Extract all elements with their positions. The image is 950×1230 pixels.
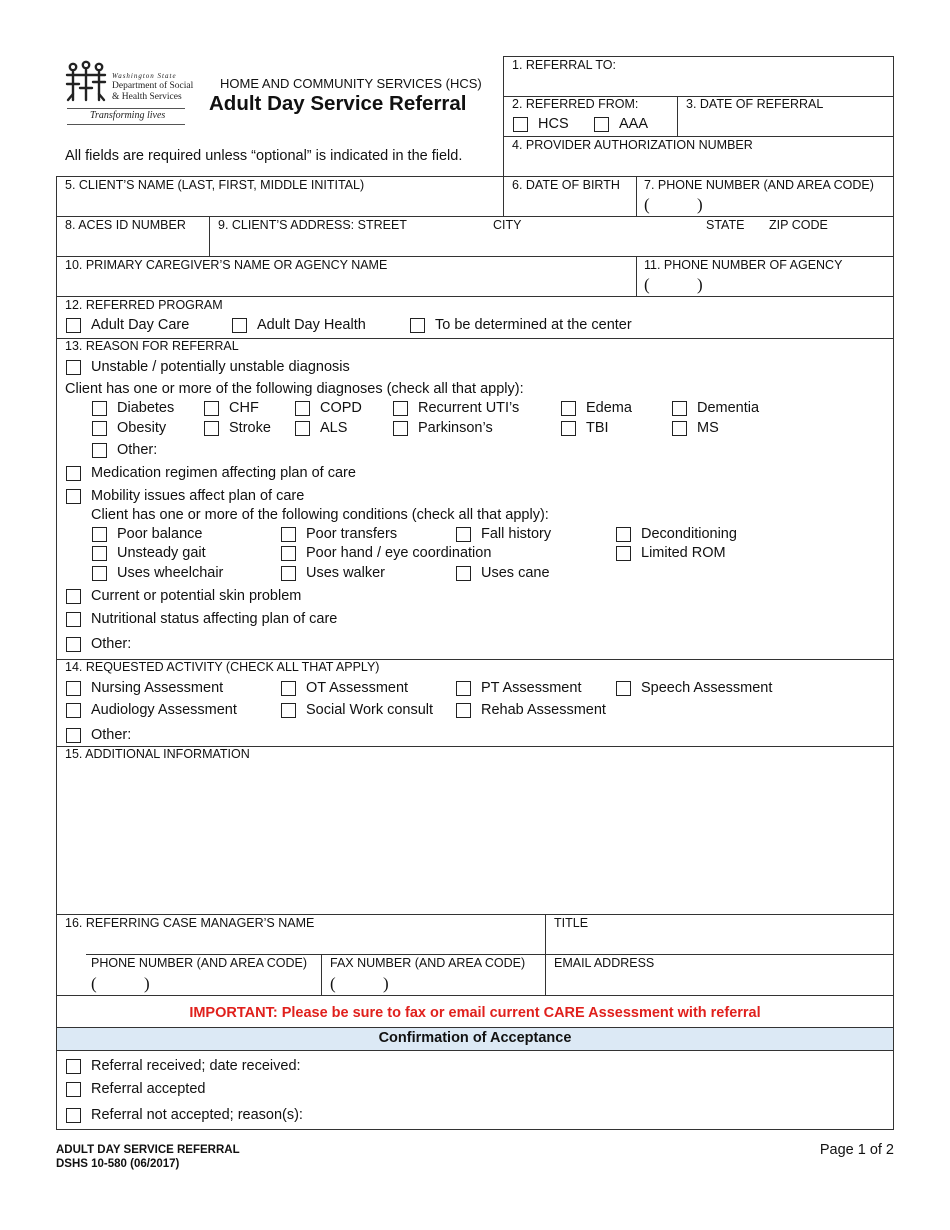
provider-auth-label: 4. PROVIDER AUTHORIZATION NUMBER bbox=[512, 138, 753, 152]
stroke-label: Stroke bbox=[229, 420, 271, 436]
to-be-determined-checkbox[interactable] bbox=[410, 318, 425, 333]
agency-phone-close-paren: ) bbox=[697, 275, 703, 294]
poor-transfers-label: Poor transfers bbox=[306, 526, 398, 542]
obesity-checkbox[interactable] bbox=[92, 421, 107, 436]
parkinsons-label: Parkinson’s bbox=[418, 420, 493, 436]
logo-dept-line1: Department of Social bbox=[112, 81, 194, 91]
referral-not-accepted-label: Referral not accepted; reason(s): bbox=[91, 1107, 303, 1123]
date-of-birth-label: 6. DATE OF BIRTH bbox=[512, 178, 620, 192]
uses-walker-label: Uses walker bbox=[306, 565, 385, 581]
additional-info-label: 15. ADDITIONAL INFORMATION bbox=[65, 747, 250, 761]
dementia-checkbox[interactable] bbox=[672, 401, 687, 416]
requested-activity-label: 14. REQUESTED ACTIVITY (CHECK ALL THAT APPLY) bbox=[65, 660, 380, 674]
instructions: All fields are required unless “optional” is indicated in the field. bbox=[65, 148, 463, 164]
tbi-checkbox[interactable] bbox=[561, 421, 576, 436]
logo-state: Washington State bbox=[112, 72, 177, 80]
additional-info-field[interactable] bbox=[58, 763, 892, 913]
important-notice: IMPORTANT: Please be sure to fax or email current CARE Assessment with referral bbox=[189, 1005, 761, 1021]
case-manager-phone-label: PHONE NUMBER (AND AREA CODE) bbox=[91, 956, 308, 970]
city-label: CITY bbox=[493, 218, 522, 232]
agency-phone-field[interactable] bbox=[638, 273, 892, 295]
date-of-referral-label: 3. DATE OF REFERRAL bbox=[686, 97, 824, 111]
unstable-diagnosis-label: Unstable / potentially unstable diagnosis bbox=[91, 359, 350, 375]
nutritional-status-label: Nutritional status affecting plan of care bbox=[91, 611, 338, 627]
activity-other-label: Other: bbox=[91, 727, 132, 743]
aaa-label: AAA bbox=[619, 116, 649, 132]
agency-phone-label: 11. PHONE NUMBER OF AGENCY bbox=[644, 258, 843, 272]
hcs-label: HCS bbox=[538, 116, 569, 132]
als-checkbox[interactable] bbox=[295, 421, 310, 436]
referral-to-label: 1. REFERRAL TO: bbox=[512, 58, 616, 72]
case-manager-name-field[interactable] bbox=[58, 931, 544, 953]
zip-code-label: ZIP CODE bbox=[769, 218, 828, 232]
adult-day-health-checkbox[interactable] bbox=[232, 318, 247, 333]
nursing-assessment-checkbox[interactable] bbox=[66, 681, 81, 696]
adult-day-care-label: Adult Day Care bbox=[91, 317, 190, 333]
copd-checkbox[interactable] bbox=[295, 401, 310, 416]
ot-assessment-label: OT Assessment bbox=[306, 680, 409, 696]
footer-form-name: ADULT DAY SERVICE REFERRAL bbox=[56, 1144, 240, 1156]
provider-auth-field[interactable] bbox=[505, 152, 892, 175]
reason-for-referral-label: 13. REASON FOR REFERRAL bbox=[65, 339, 239, 353]
referral-not-accepted-checkbox[interactable] bbox=[66, 1108, 81, 1123]
ms-label: MS bbox=[697, 420, 719, 436]
copd-label: COPD bbox=[320, 400, 362, 416]
uses-cane-label: Uses cane bbox=[481, 565, 550, 581]
case-manager-email-label: EMAIL ADDRESS bbox=[554, 956, 655, 970]
client-address-label: 9. CLIENT’S ADDRESS: STREET bbox=[218, 218, 407, 232]
adult-day-health-label: Adult Day Health bbox=[257, 317, 366, 333]
case-manager-fax-label: FAX NUMBER (AND AREA CODE) bbox=[330, 956, 526, 970]
recurrent-uti-checkbox[interactable] bbox=[393, 401, 408, 416]
recurrent-uti-label: Recurrent UTI’s bbox=[418, 400, 520, 416]
client-phone-close-paren: ) bbox=[697, 195, 703, 214]
poor-balance-label: Poor balance bbox=[117, 526, 203, 542]
fall-history-checkbox[interactable] bbox=[456, 527, 471, 542]
medication-regimen-checkbox[interactable] bbox=[66, 466, 81, 481]
edema-label: Edema bbox=[586, 400, 632, 416]
poor-balance-checkbox[interactable] bbox=[92, 527, 107, 542]
deconditioning-label: Deconditioning bbox=[641, 526, 737, 542]
case-manager-name-label: 16. REFERRING CASE MANAGER’S NAME bbox=[65, 916, 315, 930]
footer-form-number: DSHS 10-580 (06/2017) bbox=[56, 1158, 180, 1170]
poor-coordination-label: Poor hand / eye coordination bbox=[306, 545, 492, 561]
aaa-checkbox[interactable] bbox=[594, 117, 609, 132]
edema-checkbox[interactable] bbox=[561, 401, 576, 416]
limited-rom-checkbox[interactable] bbox=[616, 546, 631, 561]
reason-other-checkbox[interactable] bbox=[66, 637, 81, 652]
case-manager-phone-field[interactable] bbox=[88, 971, 320, 994]
diagnoses-intro: Client has one or more of the following diagnoses (check all that apply): bbox=[65, 381, 524, 397]
to-be-determined-label: To be determined at the center bbox=[435, 317, 632, 333]
activity-other-checkbox[interactable] bbox=[66, 728, 81, 743]
chf-checkbox[interactable] bbox=[204, 401, 219, 416]
referral-accepted-checkbox[interactable] bbox=[66, 1082, 81, 1097]
cm-fax-open-paren: ( bbox=[330, 974, 336, 993]
nutritional-status-checkbox[interactable] bbox=[66, 612, 81, 627]
obesity-label: Obesity bbox=[117, 420, 167, 436]
speech-assessment-label: Speech Assessment bbox=[641, 680, 773, 696]
pt-assessment-label: PT Assessment bbox=[481, 680, 582, 696]
date-of-birth-field[interactable] bbox=[505, 193, 635, 215]
client-name-field[interactable] bbox=[58, 193, 502, 215]
poor-coordination-checkbox[interactable] bbox=[281, 546, 296, 561]
reason-other-label: Other: bbox=[91, 636, 132, 652]
case-manager-title-field[interactable] bbox=[547, 931, 892, 953]
footer-page-number: Page 1 of 2 bbox=[819, 1142, 894, 1158]
diagnosis-other-label: Other: bbox=[117, 442, 158, 458]
diagnosis-other-checkbox[interactable] bbox=[92, 443, 107, 458]
rehab-assessment-checkbox[interactable] bbox=[456, 703, 471, 718]
skin-problem-checkbox[interactable] bbox=[66, 589, 81, 604]
diabetes-checkbox[interactable] bbox=[92, 401, 107, 416]
date-of-referral-field[interactable] bbox=[679, 112, 892, 135]
tbi-label: TBI bbox=[586, 420, 609, 436]
speech-assessment-checkbox[interactable] bbox=[616, 681, 631, 696]
referral-accepted-label: Referral accepted bbox=[91, 1081, 206, 1097]
referral-to-field[interactable] bbox=[505, 72, 892, 95]
ot-assessment-checkbox[interactable] bbox=[281, 681, 296, 696]
case-manager-fax-field[interactable] bbox=[323, 971, 544, 994]
unsteady-gait-checkbox[interactable] bbox=[92, 546, 107, 561]
rehab-assessment-label: Rehab Assessment bbox=[481, 702, 606, 718]
agency-phone-open-paren: ( bbox=[644, 275, 650, 294]
diabetes-label: Diabetes bbox=[117, 400, 175, 416]
dshs-logo-icon bbox=[65, 60, 107, 104]
medication-regimen-label: Medication regimen affecting plan of care bbox=[91, 465, 356, 481]
uses-cane-checkbox[interactable] bbox=[456, 566, 471, 581]
unsteady-gait-label: Unsteady gait bbox=[117, 545, 206, 561]
unstable-diagnosis-checkbox[interactable] bbox=[66, 360, 81, 375]
limited-rom-label: Limited ROM bbox=[641, 545, 726, 561]
logo-tagline: Transforming lives bbox=[90, 110, 166, 121]
cm-phone-close-paren: ) bbox=[144, 974, 150, 993]
mobility-issues-checkbox[interactable] bbox=[66, 489, 81, 504]
case-manager-title-label: TITLE bbox=[554, 916, 589, 930]
als-label: ALS bbox=[320, 420, 348, 436]
confirmation-heading: Confirmation of Acceptance bbox=[378, 1030, 572, 1046]
cm-phone-open-paren: ( bbox=[91, 974, 97, 993]
pt-assessment-checkbox[interactable] bbox=[456, 681, 471, 696]
logo-dept-line2: & Health Services bbox=[112, 92, 182, 102]
hcs-checkbox[interactable] bbox=[513, 117, 528, 132]
conditions-intro: Client has one or more of the following conditions (check all that apply): bbox=[91, 507, 549, 523]
skin-problem-label: Current or potential skin problem bbox=[91, 588, 302, 604]
social-work-consult-checkbox[interactable] bbox=[281, 703, 296, 718]
referral-received-label: Referral received; date received: bbox=[91, 1058, 301, 1074]
agency-name: HOME AND COMMUNITY SERVICES (HCS) bbox=[220, 76, 482, 91]
client-phone-field[interactable] bbox=[638, 193, 892, 215]
client-address-field[interactable] bbox=[211, 233, 892, 255]
state-label: STATE bbox=[706, 218, 745, 232]
client-phone-open-paren: ( bbox=[644, 195, 650, 214]
ms-checkbox[interactable] bbox=[672, 421, 687, 436]
referral-received-checkbox[interactable] bbox=[66, 1059, 81, 1074]
caregiver-name-field[interactable] bbox=[58, 273, 635, 295]
client-name-label: 5. CLIENT’S NAME (LAST, FIRST, MIDDLE INITITAL) bbox=[65, 178, 365, 192]
stroke-checkbox[interactable] bbox=[204, 421, 219, 436]
uses-walker-checkbox[interactable] bbox=[281, 566, 296, 581]
aces-id-label: 8. ACES ID NUMBER bbox=[65, 218, 186, 232]
referred-program-label: 12. REFERRED PROGRAM bbox=[65, 298, 223, 312]
social-work-consult-label: Social Work consult bbox=[306, 702, 434, 718]
cm-fax-close-paren: ) bbox=[383, 974, 389, 993]
deconditioning-checkbox[interactable] bbox=[616, 527, 631, 542]
case-manager-email-field[interactable] bbox=[547, 971, 892, 994]
nursing-assessment-label: Nursing Assessment bbox=[91, 680, 224, 696]
dementia-label: Dementia bbox=[697, 400, 760, 416]
mobility-issues-label: Mobility issues affect plan of care bbox=[91, 488, 305, 504]
client-phone-label: 7. PHONE NUMBER (AND AREA CODE) bbox=[644, 178, 874, 192]
chf-label: CHF bbox=[229, 400, 259, 416]
parkinsons-checkbox[interactable] bbox=[393, 421, 408, 436]
audiology-assessment-label: Audiology Assessment bbox=[91, 702, 237, 718]
caregiver-name-label: 10. PRIMARY CAREGIVER’S NAME OR AGENCY NAME bbox=[65, 258, 388, 272]
adult-day-care-checkbox[interactable] bbox=[66, 318, 81, 333]
uses-wheelchair-checkbox[interactable] bbox=[92, 566, 107, 581]
audiology-assessment-checkbox[interactable] bbox=[66, 703, 81, 718]
fall-history-label: Fall history bbox=[481, 526, 552, 542]
referred-from-label: 2. REFERRED FROM: bbox=[512, 97, 639, 111]
uses-wheelchair-label: Uses wheelchair bbox=[117, 565, 224, 581]
aces-id-field[interactable] bbox=[58, 233, 208, 255]
poor-transfers-checkbox[interactable] bbox=[281, 527, 296, 542]
form-title: Adult Day Service Referral bbox=[209, 92, 467, 115]
